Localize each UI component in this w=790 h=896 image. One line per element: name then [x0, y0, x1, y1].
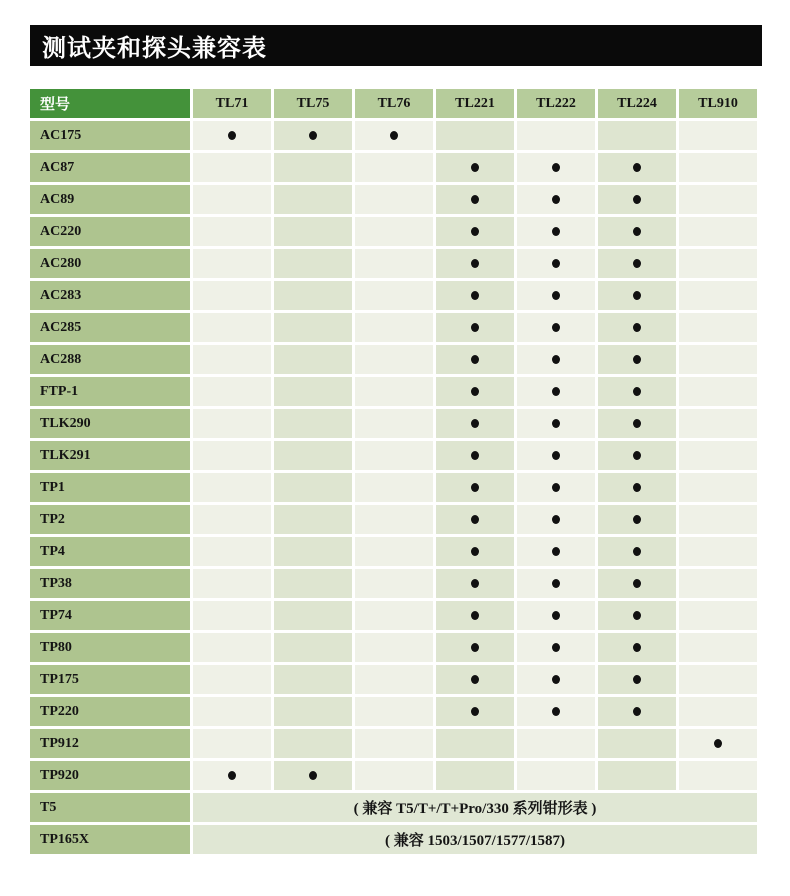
compat-dot-icon: [633, 323, 641, 332]
compat-dot-icon: [552, 707, 560, 716]
compat-cell: [436, 345, 514, 374]
table-row: [30, 729, 757, 758]
compat-cell: [517, 121, 595, 150]
compat-cell: [679, 633, 757, 662]
compat-cell: [436, 185, 514, 214]
compat-cell: [274, 697, 352, 726]
table-row: [30, 153, 757, 182]
compat-dot-icon: [552, 323, 560, 332]
compat-dot-icon: [471, 451, 479, 460]
compat-cell: [274, 249, 352, 278]
compat-cell: [679, 185, 757, 214]
column-header: TL221: [436, 89, 514, 118]
header-row: [30, 89, 757, 118]
compat-dot-icon: [471, 291, 479, 300]
column-header: TL224: [598, 89, 676, 118]
row-model-label: AC87: [30, 153, 190, 182]
compat-dot-icon: [633, 707, 641, 716]
compat-cell: [436, 505, 514, 534]
compat-dot-icon: [552, 643, 560, 652]
compat-cell: [517, 249, 595, 278]
compat-cell: [679, 313, 757, 342]
row-model-label: TP2: [30, 505, 190, 534]
compat-cell: [355, 345, 433, 374]
table-row: [30, 825, 757, 854]
model-column-header: 型号: [30, 89, 190, 118]
compat-dot-icon: [471, 195, 479, 204]
table-row: [30, 345, 757, 374]
compat-cell: [193, 761, 271, 790]
row-model-label: AC220: [30, 217, 190, 246]
compat-cell: [274, 761, 352, 790]
compat-cell: [517, 345, 595, 374]
compat-dot-icon: [633, 259, 641, 268]
compat-note: ( 兼容 1503/1507/1577/1587): [193, 825, 757, 854]
compat-cell: [598, 729, 676, 758]
compat-cell: [679, 281, 757, 310]
compat-cell: [274, 153, 352, 182]
table-row: [30, 441, 757, 470]
compat-cell: [274, 345, 352, 374]
compat-cell: [598, 633, 676, 662]
table-body: [30, 121, 757, 854]
compat-cell: [436, 633, 514, 662]
compat-dot-icon: [471, 355, 479, 364]
table-row: [30, 249, 757, 278]
compat-dot-icon: [471, 643, 479, 652]
compat-cell: [679, 409, 757, 438]
compat-cell: [598, 313, 676, 342]
compat-cell: [193, 633, 271, 662]
compat-cell: [517, 313, 595, 342]
compat-cell: [355, 121, 433, 150]
compat-dot-icon: [552, 611, 560, 620]
row-model-label: TP38: [30, 569, 190, 598]
compat-cell: [436, 121, 514, 150]
table-row: [30, 313, 757, 342]
compat-cell: [517, 281, 595, 310]
table-row: [30, 697, 757, 726]
compat-cell: [193, 505, 271, 534]
compat-cell: [193, 409, 271, 438]
compat-cell: [517, 377, 595, 406]
compat-cell: [517, 633, 595, 662]
compat-dot-icon: [552, 675, 560, 684]
compat-dot-icon: [552, 259, 560, 268]
compat-dot-icon: [471, 707, 479, 716]
compat-cell: [193, 249, 271, 278]
compat-cell: [598, 377, 676, 406]
compat-dot-icon: [228, 131, 236, 140]
compat-cell: [436, 473, 514, 502]
compat-dot-icon: [633, 611, 641, 620]
compat-cell: [679, 249, 757, 278]
row-model-label: TLK290: [30, 409, 190, 438]
compat-cell: [679, 217, 757, 246]
compat-cell: [274, 473, 352, 502]
compat-cell: [598, 697, 676, 726]
compat-cell: [517, 729, 595, 758]
compat-cell: [355, 217, 433, 246]
column-header: TL222: [517, 89, 595, 118]
compat-cell: [355, 537, 433, 566]
compat-dot-icon: [633, 547, 641, 556]
compat-cell: [679, 441, 757, 470]
compat-cell: [598, 441, 676, 470]
row-model-label: TP220: [30, 697, 190, 726]
compat-dot-icon: [633, 483, 641, 492]
compat-cell: [355, 153, 433, 182]
compat-cell: [193, 665, 271, 694]
table-row: [30, 185, 757, 214]
compat-dot-icon: [633, 675, 641, 684]
compat-cell: [598, 473, 676, 502]
table-row: [30, 377, 757, 406]
compat-cell: [517, 409, 595, 438]
compat-cell: [436, 217, 514, 246]
compat-dot-icon: [471, 611, 479, 620]
row-model-label: AC89: [30, 185, 190, 214]
compat-cell: [274, 185, 352, 214]
compat-dot-icon: [633, 387, 641, 396]
compat-cell: [193, 345, 271, 374]
compat-cell: [355, 569, 433, 598]
table-row: [30, 217, 757, 246]
compat-dot-icon: [552, 163, 560, 172]
table-row: [30, 281, 757, 310]
compat-dot-icon: [552, 355, 560, 364]
compat-cell: [436, 377, 514, 406]
column-header: TL75: [274, 89, 352, 118]
compat-dot-icon: [471, 259, 479, 268]
row-model-label: TP165X: [30, 825, 190, 854]
table-row: [30, 537, 757, 566]
page-title: 测试夹和探头兼容表: [42, 35, 267, 62]
compat-dot-icon: [633, 419, 641, 428]
compat-dot-icon: [552, 387, 560, 396]
compat-dot-icon: [390, 131, 398, 140]
compat-cell: [517, 665, 595, 694]
compat-cell: [193, 377, 271, 406]
compat-cell: [598, 569, 676, 598]
row-model-label: TP80: [30, 633, 190, 662]
row-model-label: AC280: [30, 249, 190, 278]
compat-dot-icon: [471, 227, 479, 236]
compat-cell: [679, 345, 757, 374]
table-row: [30, 121, 757, 150]
compat-cell: [193, 569, 271, 598]
compat-cell: [193, 601, 271, 630]
table-row: [30, 505, 757, 534]
compat-cell: [679, 121, 757, 150]
compat-cell: [517, 761, 595, 790]
table-row: [30, 409, 757, 438]
compat-cell: [274, 665, 352, 694]
compat-dot-icon: [471, 579, 479, 588]
column-header: TL71: [193, 89, 271, 118]
compat-cell: [517, 569, 595, 598]
compat-cell: [274, 729, 352, 758]
compat-cell: [355, 473, 433, 502]
row-model-label: TP175: [30, 665, 190, 694]
table-row: [30, 633, 757, 662]
compat-note: ( 兼容 T5/T+/T+Pro/330 系列钳形表 ): [193, 793, 757, 822]
compat-dot-icon: [552, 227, 560, 236]
compat-dot-icon: [633, 163, 641, 172]
compat-cell: [679, 569, 757, 598]
compat-cell: [274, 313, 352, 342]
compat-cell: [193, 729, 271, 758]
compat-cell: [274, 633, 352, 662]
compat-cell: [679, 761, 757, 790]
compat-cell: [436, 729, 514, 758]
compat-cell: [193, 473, 271, 502]
compat-cell: [598, 409, 676, 438]
compat-cell: [598, 281, 676, 310]
row-model-label: TP920: [30, 761, 190, 790]
compat-cell: [598, 153, 676, 182]
compat-cell: [517, 185, 595, 214]
compat-cell: [193, 441, 271, 470]
compat-dot-icon: [552, 195, 560, 204]
row-model-label: AC283: [30, 281, 190, 310]
compat-dot-icon: [633, 515, 641, 524]
compat-dot-icon: [471, 163, 479, 172]
row-model-label: TLK291: [30, 441, 190, 470]
compat-dot-icon: [471, 675, 479, 684]
compat-cell: [679, 537, 757, 566]
compat-cell: [679, 665, 757, 694]
compat-cell: [436, 281, 514, 310]
compat-cell: [193, 281, 271, 310]
compat-cell: [274, 409, 352, 438]
compat-cell: [679, 601, 757, 630]
table-row: [30, 793, 757, 822]
compat-cell: [436, 249, 514, 278]
row-model-label: AC285: [30, 313, 190, 342]
page-title-bar: [30, 25, 762, 66]
compat-cell: [598, 665, 676, 694]
compat-dot-icon: [471, 323, 479, 332]
compat-dot-icon: [471, 515, 479, 524]
compat-cell: [193, 185, 271, 214]
compat-dot-icon: [633, 195, 641, 204]
compat-cell: [598, 761, 676, 790]
compat-dot-icon: [471, 419, 479, 428]
compat-dot-icon: [552, 579, 560, 588]
row-model-label: AC288: [30, 345, 190, 374]
compat-cell: [193, 313, 271, 342]
compat-cell: [517, 153, 595, 182]
compat-cell: [193, 697, 271, 726]
compat-dot-icon: [633, 291, 641, 300]
compat-cell: [436, 665, 514, 694]
compat-cell: [274, 537, 352, 566]
compat-cell: [355, 505, 433, 534]
compat-dot-icon: [633, 643, 641, 652]
compat-cell: [679, 505, 757, 534]
compat-cell: [598, 505, 676, 534]
compat-dot-icon: [633, 451, 641, 460]
row-model-label: AC175: [30, 121, 190, 150]
compat-dot-icon: [552, 547, 560, 556]
compat-dot-icon: [552, 483, 560, 492]
compat-cell: [598, 537, 676, 566]
compat-cell: [436, 153, 514, 182]
compat-cell: [598, 601, 676, 630]
compat-cell: [193, 121, 271, 150]
table-row: [30, 761, 757, 790]
compat-cell: [355, 761, 433, 790]
compat-dot-icon: [714, 739, 722, 748]
compat-cell: [436, 441, 514, 470]
compat-cell: [598, 121, 676, 150]
compat-cell: [355, 281, 433, 310]
compat-cell: [274, 441, 352, 470]
compat-cell: [679, 729, 757, 758]
compat-cell: [355, 665, 433, 694]
compat-cell: [274, 569, 352, 598]
table-row: [30, 601, 757, 630]
compat-cell: [274, 601, 352, 630]
compat-cell: [355, 633, 433, 662]
compat-cell: [436, 537, 514, 566]
compat-cell: [598, 345, 676, 374]
compat-cell: [517, 217, 595, 246]
compat-dot-icon: [552, 451, 560, 460]
compat-dot-icon: [309, 771, 317, 780]
compat-cell: [355, 377, 433, 406]
compat-cell: [355, 409, 433, 438]
compat-dot-icon: [633, 355, 641, 364]
compat-dot-icon: [552, 291, 560, 300]
compat-cell: [436, 569, 514, 598]
table-row: [30, 665, 757, 694]
compat-dot-icon: [471, 547, 479, 556]
compat-cell: [598, 185, 676, 214]
table-row: [30, 569, 757, 598]
row-model-label: FTP-1: [30, 377, 190, 406]
compat-cell: [517, 473, 595, 502]
compat-cell: [355, 313, 433, 342]
table-row: [30, 473, 757, 502]
compat-cell: [436, 409, 514, 438]
compat-dot-icon: [633, 227, 641, 236]
compat-cell: [517, 601, 595, 630]
compat-dot-icon: [552, 419, 560, 428]
column-header: TL910: [679, 89, 757, 118]
compat-cell: [274, 505, 352, 534]
compat-cell: [436, 601, 514, 630]
compat-cell: [517, 697, 595, 726]
column-header: TL76: [355, 89, 433, 118]
compat-cell: [355, 729, 433, 758]
compat-cell: [517, 441, 595, 470]
row-model-label: TP912: [30, 729, 190, 758]
compat-cell: [679, 697, 757, 726]
compat-cell: [274, 217, 352, 246]
compat-cell: [436, 761, 514, 790]
row-model-label: TP1: [30, 473, 190, 502]
compat-cell: [598, 217, 676, 246]
row-model-label: TP4: [30, 537, 190, 566]
compat-cell: [679, 377, 757, 406]
compat-cell: [355, 697, 433, 726]
compat-cell: [355, 249, 433, 278]
compat-cell: [679, 473, 757, 502]
compat-cell: [274, 281, 352, 310]
row-model-label: TP74: [30, 601, 190, 630]
compat-cell: [355, 441, 433, 470]
compat-dot-icon: [309, 131, 317, 140]
compat-cell: [598, 249, 676, 278]
compat-cell: [193, 217, 271, 246]
compat-cell: [355, 601, 433, 630]
compat-cell: [274, 121, 352, 150]
compat-dot-icon: [471, 483, 479, 492]
compat-dot-icon: [552, 515, 560, 524]
compat-cell: [193, 537, 271, 566]
compat-dot-icon: [633, 579, 641, 588]
row-model-label: T5: [30, 793, 190, 822]
compat-cell: [436, 697, 514, 726]
compat-dot-icon: [471, 387, 479, 396]
compat-cell: [517, 537, 595, 566]
compatibility-table: [27, 86, 760, 857]
compat-cell: [517, 505, 595, 534]
compat-cell: [679, 153, 757, 182]
compat-cell: [274, 377, 352, 406]
compat-cell: [436, 313, 514, 342]
compat-cell: [193, 153, 271, 182]
compat-cell: [355, 185, 433, 214]
compat-dot-icon: [228, 771, 236, 780]
